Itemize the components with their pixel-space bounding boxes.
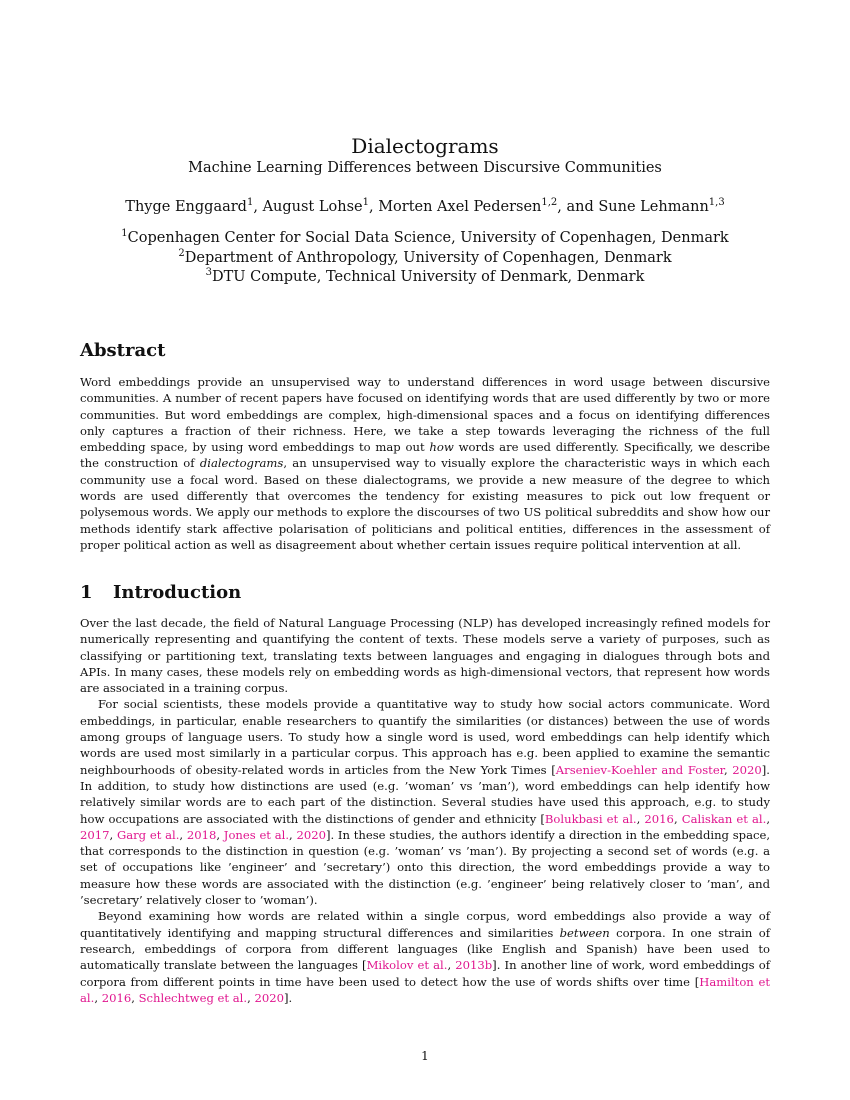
- affiliation-mark: 3: [205, 267, 212, 278]
- citation-link[interactable]: Garg et al.: [116, 827, 180, 842]
- abstract-text: words are used differently. Specifically, we describe the construction of: [80, 440, 770, 471]
- paragraph-text: ,: [447, 958, 456, 973]
- paragraph-text: ,: [723, 762, 733, 777]
- affiliation-mark: 1: [121, 228, 128, 239]
- author-affiliation-mark: 1: [246, 197, 254, 208]
- paper-subtitle: Machine Learning Differences between Discursive Communities: [188, 160, 662, 176]
- paragraph-text: ,: [131, 990, 139, 1005]
- paragraph-text: ,: [94, 990, 102, 1005]
- paragraph: Over the last decade, the field of Natural Language Processing (NLP) has developed increasingly refined models for numerically representing and quantifying the content of texts. These models serve a variety of purposes, such as classifying or partitioning text, translating texts between languages and engaging in dialogues through bots and APIs. In many cases, these models rely on embedding words as high-dimensional vectors, that represent how words are associated in a training corpus.: [80, 616, 770, 696]
- paragraph: [80, 908, 770, 1006]
- paragraph: [80, 696, 770, 908]
- paper-title: Dialectograms: [351, 134, 499, 158]
- abstract-text: Word embeddings provide an unsupervised way to understand differences in word usage between discursive communities. A number of recent papers have focused on identifying words that are used differently by two or more communities. But word embeddings are complex, high-dimensional spaces and a focus on identifying differences only captures a fraction of their richness. Here, we take a step towards leveraging the richness of the full embedding space, by using word embeddings to map out: [80, 375, 770, 455]
- paragraph-text: ]. In another line of work, word embeddings of corpora from different points in time have been used to detect how the use of words shifts over time [: [80, 958, 771, 989]
- abstract-emphasis: dialectograms: [199, 456, 284, 471]
- paragraph-text: Beyond examining how words are related within a single corpus, word embeddings also provide a way of quantitatively identifying and mapping structural differences and similarities: [80, 909, 770, 940]
- author-name: Morten Axel Pedersen: [378, 199, 542, 215]
- paragraph-text: ,: [179, 827, 187, 842]
- author-name: Thyge Enggaard: [125, 199, 247, 215]
- author-separator: ,: [368, 199, 379, 215]
- paragraph-text: ]. In addition, to study how distinctions are used (e.g. ’woman’ vs ’man’), word embeddings can help identify how relatively similar words are to each part of the distinction. Several studies have used this approach, e.g. to study how occupations are associated with the distinctions of gender and ethnicity [: [80, 762, 770, 826]
- citation-link[interactable]: Arseniev-Koehler and Foster: [555, 762, 724, 777]
- introduction-heading: [80, 580, 241, 606]
- author-affiliation-mark: 1,2: [541, 197, 558, 208]
- citation-link[interactable]: Schlechtweg et al.: [138, 990, 248, 1005]
- citation-link[interactable]: 2013b: [455, 958, 493, 973]
- abstract-heading: Abstract: [80, 340, 166, 361]
- author-affiliation-mark: 1,3: [708, 197, 725, 208]
- affiliation-text: Copenhagen Center for Social Data Science, University of Copenhagen, Denmark: [127, 230, 729, 246]
- affiliation-text: Department of Anthropology, University of Copenhagen, Denmark: [184, 249, 672, 266]
- paragraph-text: ]. In these studies, the authors identify a direction in the embedding space, that corresponds to the distinction in question (e.g. ’woman’ vs ’man’). By projecting a second set of words (e.g. a set of occupations like ’engineer’ and ’secretary’) onto this direction, the word embeddings provide a way to measure how these words are associated with the distinction (e.g. ’engineer’ being relatively closer to ’man’, and ’secretary’ relatively closer to ’woman’).: [80, 827, 771, 908]
- author-separator: ,: [253, 199, 263, 215]
- citation-link[interactable]: 2016: [101, 990, 132, 1005]
- author-separator: , and: [557, 199, 599, 215]
- paragraph-text: ,: [109, 827, 117, 842]
- affiliation: [0, 249, 850, 269]
- affiliation-text: DTU Compute, Technical University of Denmark, Denmark: [212, 269, 645, 285]
- affiliation: [0, 268, 850, 288]
- citation-link[interactable]: 2018: [186, 827, 217, 842]
- paragraph-text: For social scientists, these models provide a quantitative way to study how social actors communicate. Word embeddings, in particular, enable researchers to quantify the similarities (or distances) between the use of words among groups of language users. To study how a single word is used, word embeddings can help identify which words are used most similarly in a particular corpus. This approach has e.g. been applied to examine the semantic neighbourhoods of obesity-related words in articles from the New York Times [: [80, 697, 770, 777]
- author-name: August Lohse: [262, 199, 363, 215]
- citation-link[interactable]: 2020: [296, 827, 326, 842]
- author-name: Sune Lehmann: [598, 199, 709, 215]
- paragraph-text: ,: [216, 827, 224, 842]
- affiliation-list: [0, 229, 850, 288]
- citation-link[interactable]: 2017: [80, 827, 110, 842]
- citation-link[interactable]: Caliskan et al.: [681, 811, 767, 826]
- affiliation: [0, 229, 850, 249]
- author-affiliation-mark: 1: [362, 197, 369, 208]
- author-list: [0, 196, 850, 218]
- paragraph-emphasis: between: [559, 925, 610, 940]
- paragraph-text: ,: [636, 811, 645, 826]
- introduction-body: [80, 615, 770, 1006]
- section-title: Introduction: [113, 582, 242, 603]
- citation-link[interactable]: 2016: [644, 811, 674, 826]
- citation-link[interactable]: Bolukbasi et al.: [544, 811, 637, 826]
- citation-link[interactable]: Jones et al.: [223, 827, 290, 842]
- paragraph-text: ,: [673, 811, 682, 826]
- page-number: 1: [421, 1049, 429, 1063]
- affiliation-mark: 2: [178, 247, 185, 259]
- paragraph-text: ].: [283, 990, 293, 1005]
- abstract-body: [80, 374, 770, 553]
- citation-link[interactable]: Mikolov et al.: [366, 958, 448, 973]
- paragraph-text: corpora. In one strain of research, embeddings of corpora from different languages (like English and Spanish) have been used to automatically translate between the languages [: [80, 925, 770, 973]
- paragraph-text: ,: [766, 811, 771, 826]
- paragraph-text: ,: [289, 827, 297, 842]
- citation-link[interactable]: 2020: [732, 762, 762, 777]
- paragraph-text: ,: [247, 990, 255, 1005]
- citation-link[interactable]: 2020: [254, 990, 284, 1005]
- section-number: 1: [80, 582, 93, 603]
- abstract-text: , an unsupervised way to visually explore the characteristic ways in which each community use a focal word. Based on these dialectograms, we provide a new measure of the degree to which words are used differently that overcomes the tendency for existing measures to pick out low frequent or polysemous words. We apply our methods to explore the discourses of two US political subreddits and show how our methods identify stark affective polarisation of politicians and political entities, differences in the assessment of proper political action as well as disagreement about whether certain issues require political intervention at all.: [80, 456, 770, 552]
- citation-link[interactable]: Hamilton et al.: [80, 974, 770, 1005]
- abstract-emphasis: how: [429, 440, 454, 455]
